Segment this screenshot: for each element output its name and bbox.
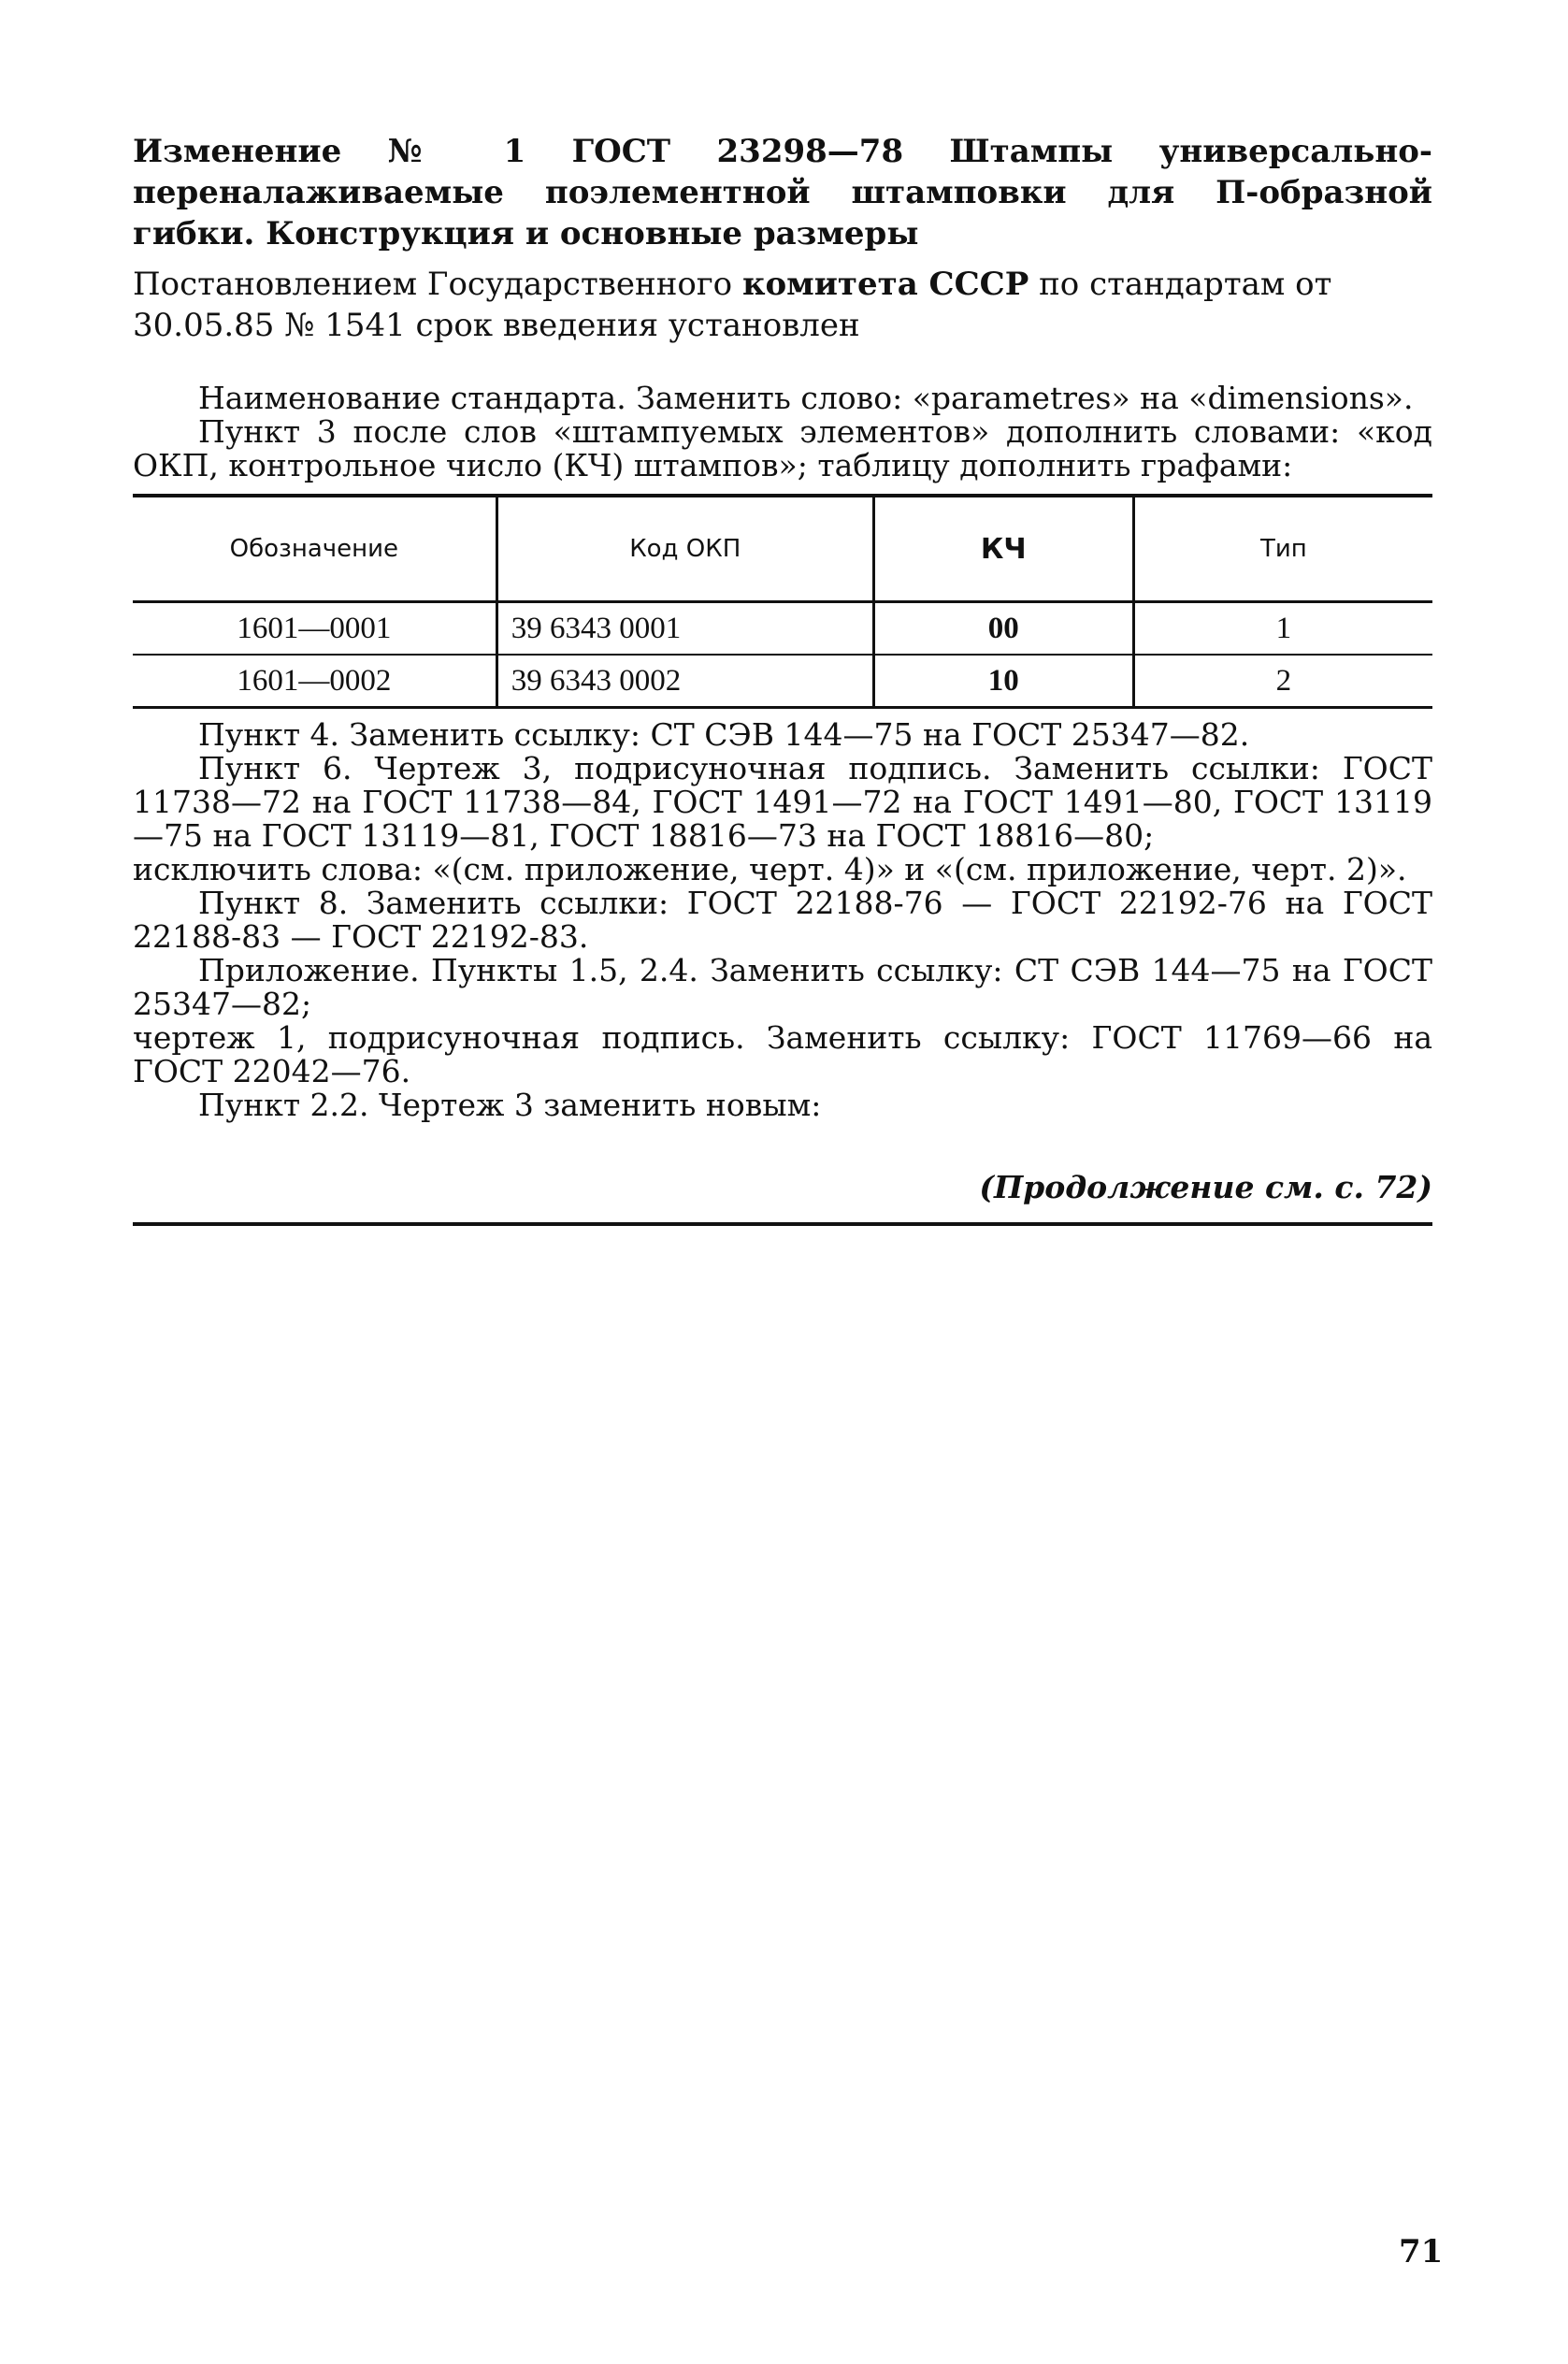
table-row: [133, 655, 1432, 706]
cell-okp-code: 39 6343 0001: [496, 602, 873, 656]
header-type: Тип: [1133, 497, 1432, 602]
amendment-title: Изменение № 1 ГОСТ 23298—78 Штампы универсально-переналаживаемые поэлементной штамповки для П-образной гибки. Конструкция и основные размеры: [133, 133, 1432, 252]
cell-kch: 00: [873, 602, 1133, 656]
decree-bold: комитета СССР: [741, 266, 1029, 303]
cell-designation: 1601—0002: [237, 663, 392, 698]
okp-table: [133, 497, 1432, 706]
header-kch: КЧ: [873, 497, 1133, 602]
table-row: [133, 602, 1432, 656]
paragraph-appendix-drawing-1: чертеж 1, подрисуночная подпись. Заменить ссылку: ГОСТ 11769—66 на ГОСТ 22042—76.: [133, 1019, 1432, 1089]
cell-okp-code: 39 6343 0002: [496, 655, 873, 706]
decree-prefix: Постановлением Государственного: [133, 266, 733, 303]
paragraph-item-8: Пункт 8. Заменить ссылки: ГОСТ 22188-76 — ГОСТ 22192-76 на ГОСТ 22188-83 — ГОСТ 22192-83.: [133, 885, 1432, 955]
header-okp-code: Код ОКП: [496, 497, 873, 602]
okp-table-wrapper: [133, 494, 1432, 709]
page-number: 71: [1399, 2233, 1444, 2270]
decree-line: [133, 264, 1432, 346]
cell-type: 2: [1133, 655, 1432, 706]
paragraph-title-change: Наименование стандарта. Заменить слово: «parametres» на «dimensions».: [198, 380, 1414, 416]
paragraph-item-6-exclude: исключить слова: «(см. приложение, черт. 4)» и «(см. приложение, черт. 2)».: [133, 851, 1407, 887]
continuation-note: (Продолжение см. с. 72): [133, 1169, 1432, 1226]
table-header-row: [133, 497, 1432, 602]
cell-kch: 10: [873, 655, 1133, 706]
decree-rest: по стандартам от 30.05.85 № 1541 срок введения установлен: [133, 266, 1332, 344]
document-page: [133, 131, 1432, 1226]
paragraph-item-4: Пункт 4. Заменить ссылку: СТ СЭВ 144—75 на ГОСТ 25347—82.: [198, 716, 1250, 753]
paragraph-appendix: Приложение. Пункты 1.5, 2.4. Заменить ссылку: СТ СЭВ 144—75 на ГОСТ 25347—82;: [133, 952, 1432, 1022]
paragraph-item-6: Пункт 6. Чертеж 3, подрисуночная подпись. Заменить ссылки: ГОСТ 11738—72 на ГОСТ 11738—84, ГОСТ 1491—72 на ГОСТ 1491—80, ГОСТ 13119—75 на ГОСТ 13119—81, ГОСТ 18816—73 на ГОСТ 18816—80;: [133, 750, 1432, 854]
paragraph-item-3: Пункт 3 после слов «штампуемых элементов» дополнить словами: «код ОКП, контрольное число (КЧ) штампов»; таблицу дополнить графами:: [133, 413, 1432, 483]
paragraph-item-2-2: Пункт 2.2. Чертеж 3 заменить новым:: [198, 1087, 822, 1123]
header-designation: Обозначение: [133, 497, 496, 602]
cell-designation: 1601—0001: [133, 602, 496, 656]
cell-type: 1: [1133, 602, 1432, 656]
